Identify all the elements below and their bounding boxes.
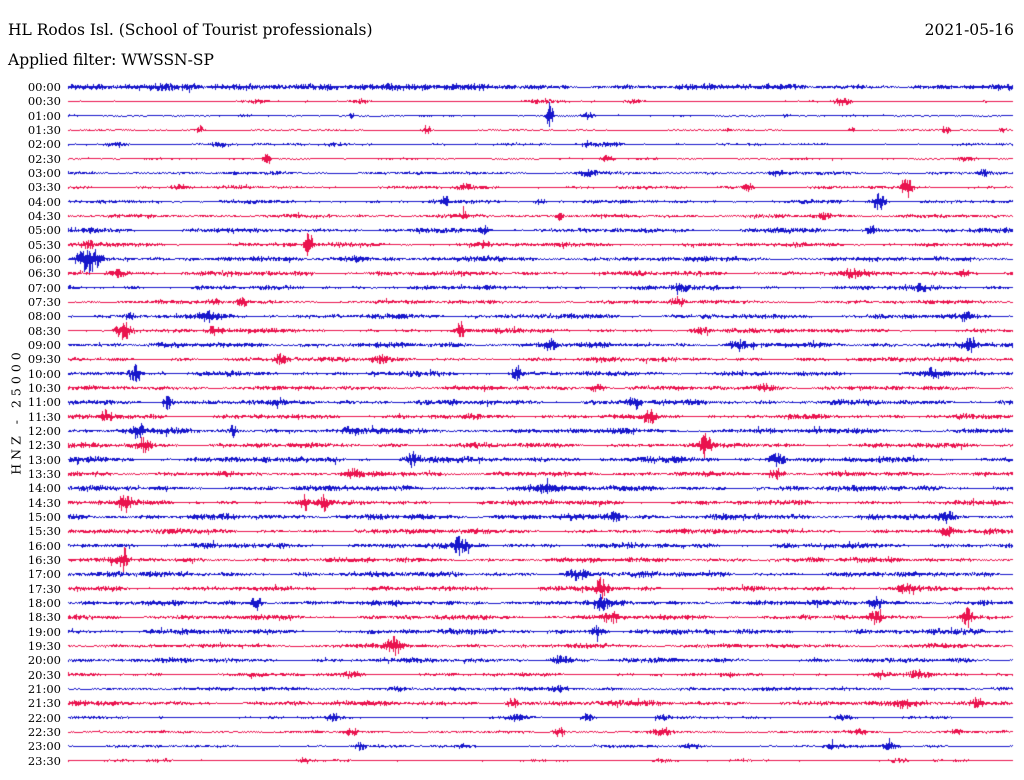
time-label: 08:30 — [27, 323, 61, 338]
time-label: 17:30 — [27, 581, 61, 596]
time-label: 01:30 — [27, 122, 61, 137]
time-label: 14:00 — [27, 481, 61, 496]
time-label: 03:30 — [27, 180, 61, 195]
time-label: 23:00 — [27, 739, 61, 754]
time-label: 06:00 — [27, 251, 61, 266]
time-label: 07:30 — [27, 294, 61, 309]
time-label: 05:00 — [27, 223, 61, 238]
time-label: 10:30 — [27, 380, 61, 395]
time-label: 03:00 — [27, 165, 61, 180]
time-label: 01:00 — [27, 108, 61, 123]
time-label: 12:00 — [27, 423, 61, 438]
plot-date: 2021-05-16 — [924, 21, 1014, 39]
time-label: 21:30 — [27, 696, 61, 711]
time-label: 05:30 — [27, 237, 61, 252]
time-label: 12:30 — [27, 438, 61, 453]
time-label: 15:30 — [27, 524, 61, 539]
channel-scale-axis-label: HNZ - 25000 — [8, 348, 24, 475]
time-label: 23:30 — [27, 753, 61, 768]
time-label: 10:00 — [27, 366, 61, 381]
time-label: 02:30 — [27, 151, 61, 166]
time-label: 11:00 — [27, 395, 61, 410]
time-label: 17:00 — [27, 567, 61, 582]
time-label: 22:30 — [27, 724, 61, 739]
time-label: 14:30 — [27, 495, 61, 510]
time-label: 08:00 — [27, 309, 61, 324]
time-label: 04:00 — [27, 194, 61, 209]
time-label: 02:00 — [27, 137, 61, 152]
time-label: 07:00 — [27, 280, 61, 295]
time-label: 22:00 — [27, 710, 61, 725]
time-label: 20:30 — [27, 667, 61, 682]
station-title: HL Rodos Isl. (School of Tourist professionals) — [8, 21, 373, 39]
time-label: 19:30 — [27, 638, 61, 653]
time-label: 15:00 — [27, 509, 61, 524]
time-label: 20:00 — [27, 653, 61, 668]
time-label: 09:00 — [27, 337, 61, 352]
time-label: 19:00 — [27, 624, 61, 639]
time-label: 16:00 — [27, 538, 61, 553]
time-label: 11:30 — [27, 409, 61, 424]
time-label: 21:00 — [27, 681, 61, 696]
time-label: 00:30 — [27, 94, 61, 109]
time-label: 04:30 — [27, 208, 61, 223]
time-label: 13:30 — [27, 466, 61, 481]
time-label: 00:00 — [27, 80, 61, 94]
applied-filter-label: Applied filter: WWSSN-SP — [8, 51, 214, 69]
time-label: 18:30 — [27, 610, 61, 625]
time-label: 06:30 — [27, 266, 61, 281]
time-label: 13:00 — [27, 452, 61, 467]
time-label: 09:30 — [27, 352, 61, 367]
time-label: 16:30 — [27, 552, 61, 567]
time-label: 18:00 — [27, 595, 61, 610]
